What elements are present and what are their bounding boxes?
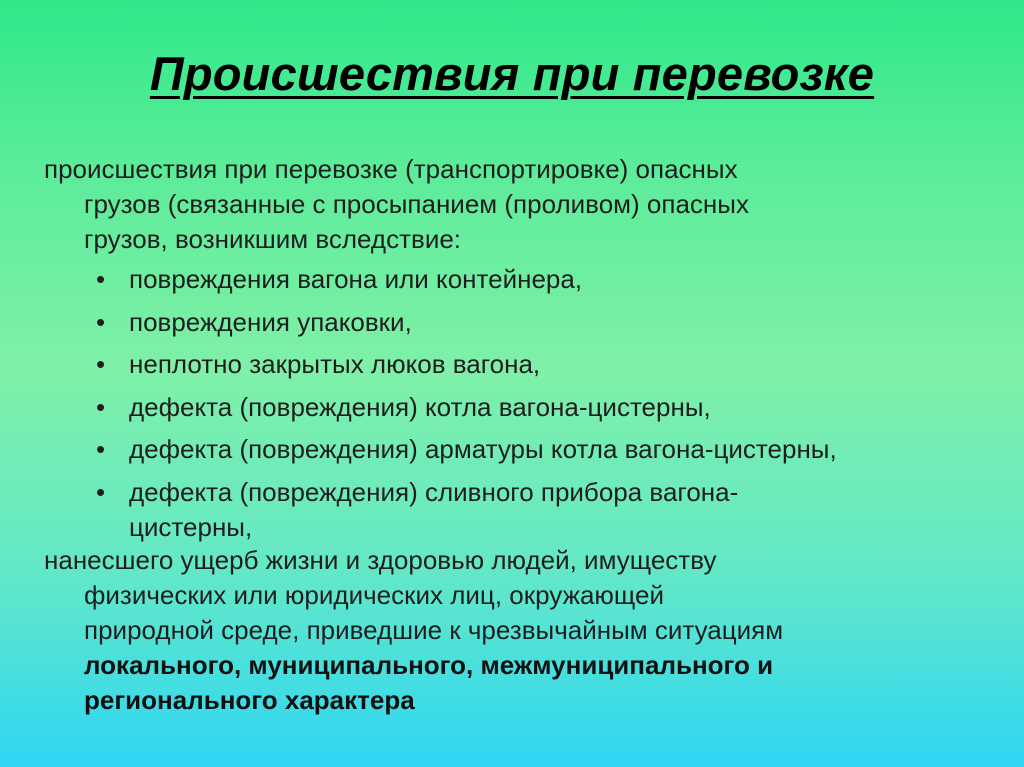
list-item bbox=[96, 262, 996, 297]
list-item bbox=[96, 432, 996, 467]
list-item bbox=[96, 390, 996, 425]
list-item-text: дефекта (повреждения) сливного прибора вагона- bbox=[129, 476, 739, 507]
outro-bold-line-1: локального, муниципального, межмуниципального и bbox=[84, 650, 774, 680]
list-item-text-continued: цистерны, bbox=[129, 511, 253, 542]
bullet-icon: • bbox=[96, 434, 106, 464]
bullet-icon: • bbox=[96, 476, 106, 507]
list-item-text: повреждения упаковки, bbox=[129, 306, 412, 337]
outro-bold-line-2: регионального характера bbox=[84, 685, 415, 715]
bullet-icon: • bbox=[96, 391, 106, 422]
bullet-icon: • bbox=[96, 264, 106, 294]
list-item bbox=[96, 475, 996, 545]
list-item-text: повреждения вагона или контейнера, bbox=[129, 264, 583, 294]
list-item bbox=[96, 347, 996, 382]
list-item-text: неплотно закрытых люков вагона, bbox=[129, 349, 541, 379]
bullet-icon: • bbox=[96, 306, 106, 337]
intro-line-2: грузов (связанные с просыпанием (проливом) опасных bbox=[84, 189, 749, 219]
intro-line-3: грузов, возникшим вследствие: bbox=[84, 224, 462, 254]
outro-paragraph bbox=[44, 543, 984, 718]
list-item-text: дефекта (повреждения) арматуры котла вагона-цистерны, bbox=[129, 434, 837, 464]
outro-line-1: нанесшего ущерб жизни и здоровью людей, имуществу bbox=[44, 545, 717, 575]
outro-line-3: природной среде, приведшие к чрезвычайным ситуациям bbox=[84, 615, 784, 645]
bullet-list bbox=[96, 262, 996, 552]
intro-line-1: происшествия при перевозке (транспортировке) опасных bbox=[44, 154, 738, 184]
list-item bbox=[96, 305, 996, 340]
outro-line-2: физических или юридических лиц, окружающей bbox=[84, 580, 664, 610]
list-item-text: дефекта (повреждения) котла вагона-цистерны, bbox=[129, 391, 711, 422]
slide-title: Происшествия при перевозке bbox=[149, 47, 875, 100]
intro-paragraph bbox=[44, 152, 984, 257]
bullet-icon: • bbox=[96, 349, 106, 379]
